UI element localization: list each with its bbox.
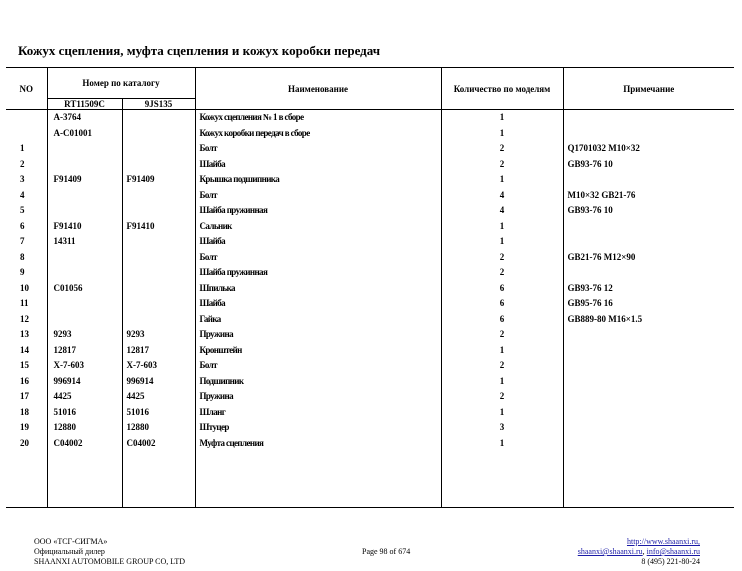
table-row: [6, 389, 734, 405]
catalog-number-9js135: [122, 157, 195, 173]
part-name: Пружина: [195, 327, 441, 343]
catalog-number-9js135: 9293: [122, 327, 195, 343]
part-quantity: 3: [441, 420, 563, 436]
catalog-number-9js135: 12880: [122, 420, 195, 436]
part-note: GB95-76 16: [567, 298, 613, 308]
page-title: Кожух сцепления, муфта сцепления и кожух коробки передач: [18, 43, 381, 58]
row-number: 1: [6, 141, 47, 157]
catalog-number-rt11509c: 996914: [47, 374, 122, 390]
header-no: NO: [6, 68, 47, 110]
part-name: Муфта сцепления: [195, 436, 441, 452]
part-note: [563, 358, 734, 374]
table-row: [6, 234, 734, 250]
catalog-number-9js135: [122, 312, 195, 328]
catalog-number-rt11509c: [47, 250, 122, 266]
part-name: Болт: [195, 250, 441, 266]
part-name: Пружина: [195, 389, 441, 405]
row-number: 8: [6, 250, 47, 266]
row-number: 16: [6, 374, 47, 390]
catalog-number-rt11509c: [47, 312, 122, 328]
email-link[interactable]: shaanxi@shaanxi.ru: [577, 547, 643, 556]
part-note: [563, 327, 734, 343]
row-number: 4: [6, 188, 47, 204]
table-row: [6, 250, 734, 266]
empty-cell: [47, 451, 122, 508]
catalog-number-9js135: C04002: [122, 436, 195, 452]
row-number: 19: [6, 420, 47, 436]
row-number: 12: [6, 312, 47, 328]
part-note: [563, 126, 734, 142]
row-number: 18: [6, 405, 47, 421]
table-row: [6, 110, 734, 126]
row-number: [6, 126, 47, 142]
part-note: [563, 405, 734, 421]
email-separator: ,: [642, 547, 647, 556]
part-name: Штуцер: [195, 420, 441, 436]
part-quantity: 2: [441, 250, 563, 266]
company-name: ООО «ТСГ-СИГМА»: [34, 537, 108, 546]
parts-table: [6, 67, 734, 508]
row-number: 7: [6, 234, 47, 250]
parts-list: [6, 110, 734, 508]
header-name: Наименование: [195, 68, 441, 110]
part-name: Сальник: [195, 219, 441, 235]
catalog-number-9js135: X-7-603: [122, 358, 195, 374]
table-row: [6, 188, 734, 204]
table-row: [6, 203, 734, 219]
catalog-number-9js135: 4425: [122, 389, 195, 405]
catalog-number-rt11509c: 12817: [47, 343, 122, 359]
part-quantity: 6: [441, 312, 563, 328]
website-link[interactable]: http://www.shaanxi.ru,: [626, 537, 700, 546]
part-quantity: 6: [441, 281, 563, 297]
part-note: [563, 436, 734, 452]
part-name: Подшипник: [195, 374, 441, 390]
catalog-number-9js135: [122, 234, 195, 250]
row-number: 17: [6, 389, 47, 405]
empty-cell: [195, 451, 441, 508]
part-note: GB889-80 M16×1.5: [567, 313, 643, 324]
table-row: [6, 358, 734, 374]
row-number: 11: [6, 296, 47, 312]
part-note: [563, 172, 734, 188]
part-note: [563, 343, 734, 359]
table-row: [6, 265, 734, 281]
catalog-number-rt11509c: [47, 296, 122, 312]
part-note: GB93-76 10: [567, 205, 613, 215]
catalog-number-9js135: [122, 281, 195, 297]
part-quantity: 2: [441, 141, 563, 157]
table-row: [6, 157, 734, 173]
part-quantity: 1: [441, 343, 563, 359]
part-note: [563, 374, 734, 390]
catalog-number-rt11509c: [47, 157, 122, 173]
part-name: Шайба: [195, 234, 441, 250]
catalog-number-9js135: [122, 203, 195, 219]
row-number: 20: [6, 436, 47, 452]
catalog-number-9js135: [122, 296, 195, 312]
table-row: [6, 374, 734, 390]
phone-number: 8 (495) 221-80-24: [641, 557, 700, 566]
row-number: 15: [6, 358, 47, 374]
part-note: GB21-76 M12×90: [567, 251, 636, 262]
part-name: Кожух сцепления № 1 в сборе: [195, 110, 441, 126]
header-catalog: Номер по каталогу: [47, 68, 195, 99]
row-number: 6: [6, 219, 47, 235]
part-quantity: 4: [441, 188, 563, 204]
catalog-number-9js135: [122, 188, 195, 204]
part-quantity: 1: [441, 172, 563, 188]
catalog-number-rt11509c: A-C01001: [47, 126, 122, 142]
group-name: SHAANXI AUTOMOBILE GROUP CO, LTD: [34, 557, 186, 566]
catalog-number-rt11509c: F91410: [47, 219, 122, 235]
header-qty: Количество по моделям: [441, 68, 563, 110]
header-model-b: 9JS135: [122, 99, 195, 110]
row-number: 10: [6, 281, 47, 297]
footer-contacts: [578, 537, 700, 567]
part-quantity: 1: [441, 219, 563, 235]
catalog-number-rt11509c: X-7-603: [47, 358, 122, 374]
part-name: Крышка подшипника: [195, 172, 441, 188]
catalog-number-rt11509c: 12880: [47, 420, 122, 436]
part-quantity: 1: [441, 374, 563, 390]
part-note: [563, 110, 734, 126]
part-note: [563, 420, 734, 436]
table-row: [6, 219, 734, 235]
part-name: Шайба: [195, 296, 441, 312]
header-model-a: RT11509C: [47, 99, 122, 110]
part-name: Гайка: [195, 312, 441, 328]
catalog-number-9js135: F91409: [122, 172, 195, 188]
part-name: Шайба пружинная: [195, 203, 441, 219]
part-note: M10×32 GB21-76: [567, 189, 636, 200]
empty-cell: [6, 451, 47, 508]
part-note: [563, 219, 734, 235]
row-number: 2: [6, 157, 47, 173]
part-name: Кожух коробки передач в сборе: [195, 126, 441, 142]
table-filler-row: [6, 451, 734, 508]
table-row: [6, 327, 734, 343]
catalog-number-rt11509c: A-3764: [47, 110, 122, 126]
part-quantity: 1: [441, 110, 563, 126]
part-name: Болт: [195, 141, 441, 157]
part-note: [563, 234, 734, 250]
table-row: [6, 126, 734, 142]
catalog-number-rt11509c: 4425: [47, 389, 122, 405]
empty-cell: [122, 451, 195, 508]
part-name: Болт: [195, 358, 441, 374]
catalog-number-rt11509c: C04002: [47, 436, 122, 452]
footer-company: [34, 537, 185, 567]
part-quantity: 6: [441, 296, 563, 312]
table-row: [6, 405, 734, 421]
row-number: 3: [6, 172, 47, 188]
table-row: [6, 172, 734, 188]
row-number: 5: [6, 203, 47, 219]
row-number: 14: [6, 343, 47, 359]
part-quantity: 4: [441, 203, 563, 219]
part-name: Шайба: [195, 157, 441, 173]
catalog-number-9js135: [122, 265, 195, 281]
catalog-number-rt11509c: [47, 188, 122, 204]
catalog-number-9js135: 51016: [122, 405, 195, 421]
part-name: Шпилька: [195, 281, 441, 297]
header-note: Примечание: [563, 68, 734, 110]
table-row: [6, 281, 734, 297]
page-number: Page 98 of 674: [362, 547, 411, 556]
part-quantity: 1: [441, 436, 563, 452]
empty-cell: [441, 451, 563, 508]
part-quantity: 2: [441, 327, 563, 343]
catalog-number-rt11509c: 51016: [47, 405, 122, 421]
part-note: [563, 389, 734, 405]
empty-cell: [563, 451, 734, 508]
part-quantity: 2: [441, 389, 563, 405]
catalog-number-9js135: 996914: [122, 374, 195, 390]
part-name: Кронштейн: [195, 343, 441, 359]
catalog-number-9js135: [122, 126, 195, 142]
part-name: Шланг: [195, 405, 441, 421]
part-quantity: 1: [441, 234, 563, 250]
dealer-label: Официальный дилер: [34, 547, 105, 556]
part-quantity: 1: [441, 405, 563, 421]
catalog-number-rt11509c: [47, 141, 122, 157]
part-quantity: 1: [441, 126, 563, 142]
catalog-number-rt11509c: C01056: [47, 281, 122, 297]
part-quantity: 2: [441, 157, 563, 173]
info-email-link[interactable]: info@shaanxi.ru: [646, 547, 700, 556]
part-quantity: 2: [441, 265, 563, 281]
table-row: [6, 436, 734, 452]
part-name: Шайба пружинная: [195, 265, 441, 281]
catalog-number-9js135: F91410: [122, 219, 195, 235]
catalog-number-rt11509c: F91409: [47, 172, 122, 188]
catalog-number-rt11509c: 9293: [47, 327, 122, 343]
table-row: [6, 312, 734, 328]
table-row: [6, 420, 734, 436]
part-note: GB93-76 12: [567, 282, 613, 293]
part-name: Болт: [195, 188, 441, 204]
row-number: 9: [6, 265, 47, 281]
catalog-number-9js135: 12817: [122, 343, 195, 359]
row-number: 13: [6, 327, 47, 343]
part-note: [563, 265, 734, 281]
catalog-number-rt11509c: [47, 265, 122, 281]
part-note: GB93-76 10: [567, 158, 613, 169]
row-number: [6, 110, 47, 126]
catalog-number-rt11509c: [47, 203, 122, 219]
catalog-number-9js135: [122, 141, 195, 157]
part-note: Q1701032 M10×32: [567, 143, 640, 153]
catalog-number-9js135: [122, 110, 195, 126]
part-quantity: 2: [441, 358, 563, 374]
table-row: [6, 141, 734, 157]
catalog-number-rt11509c: 14311: [47, 234, 122, 250]
table-row: [6, 343, 734, 359]
table-row: [6, 296, 734, 312]
catalog-number-9js135: [122, 250, 195, 266]
